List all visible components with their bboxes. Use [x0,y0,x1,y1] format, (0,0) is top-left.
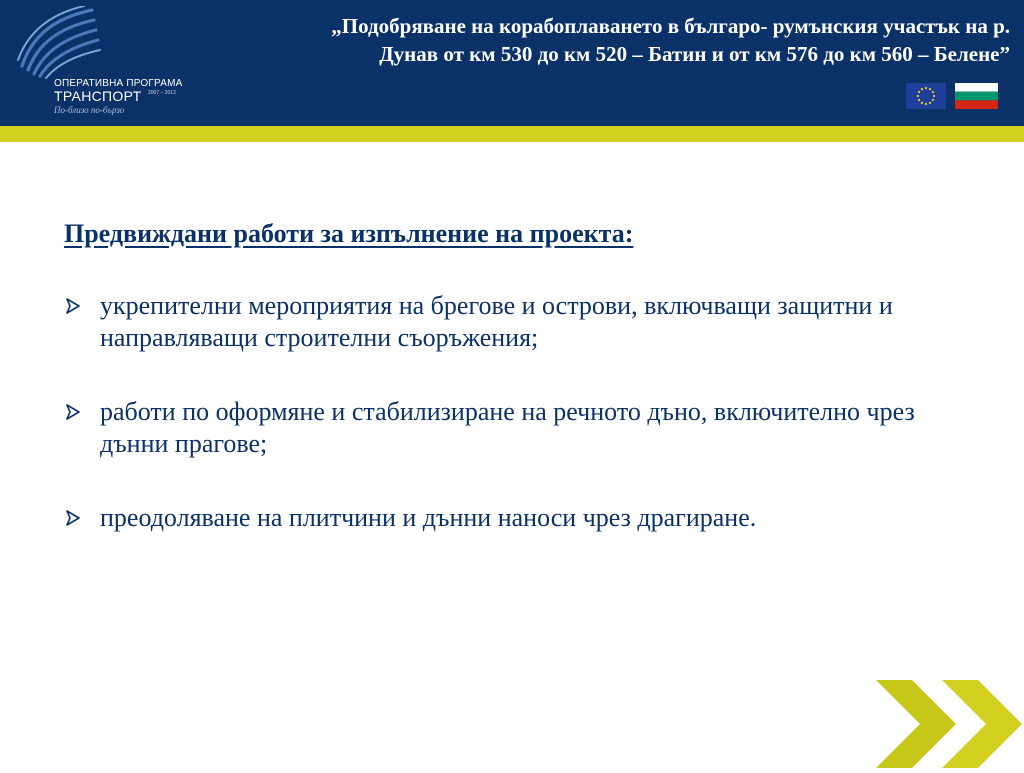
list-item-text: работи по оформяне и стабилизиране на речното дъно, включително чрез дънни прагове; [100,397,915,458]
logo-program-label: ОПЕРАТИВНА ПРОГРАМА [54,78,183,89]
arrow-bullet-icon [64,402,84,422]
page-title-line-2: Дунав от км 530 до км 520 – Батин и от км 576 до км 560 – Белене” [379,42,1010,66]
bulgaria-flag-icon [955,83,998,109]
main-content [64,218,964,532]
accent-stripe [0,126,1024,142]
arrow-bullet-icon [64,508,84,528]
swoosh-logo-icon [14,6,114,81]
header-banner [0,0,1024,126]
logo-years: 2007 – 2013 [148,90,176,96]
list-item-text: укрепителни мероприятия на брегове и острови, включващи защитни и направляващи строителни съоръжения; [100,291,893,352]
arrow-bullet-icon [64,296,84,316]
logo-program-name: ТРАНСПОРТ [54,88,142,104]
section-heading: Предвиждани работи за изпълнение на проекта: [64,219,634,248]
double-chevron-next-icon[interactable] [872,680,1024,768]
page-title [190,12,1010,68]
list-item-text: преодоляване на плитчини и дънни наноси чрез драгиране. [100,503,757,532]
eu-flag-icon [906,83,946,109]
program-logo [14,6,184,116]
logo-tagline: По-близо по-бързо [54,105,125,115]
page-title-line-1: „Подобряване на корабоплаването в българо- румънския участък на р. [331,14,1010,38]
